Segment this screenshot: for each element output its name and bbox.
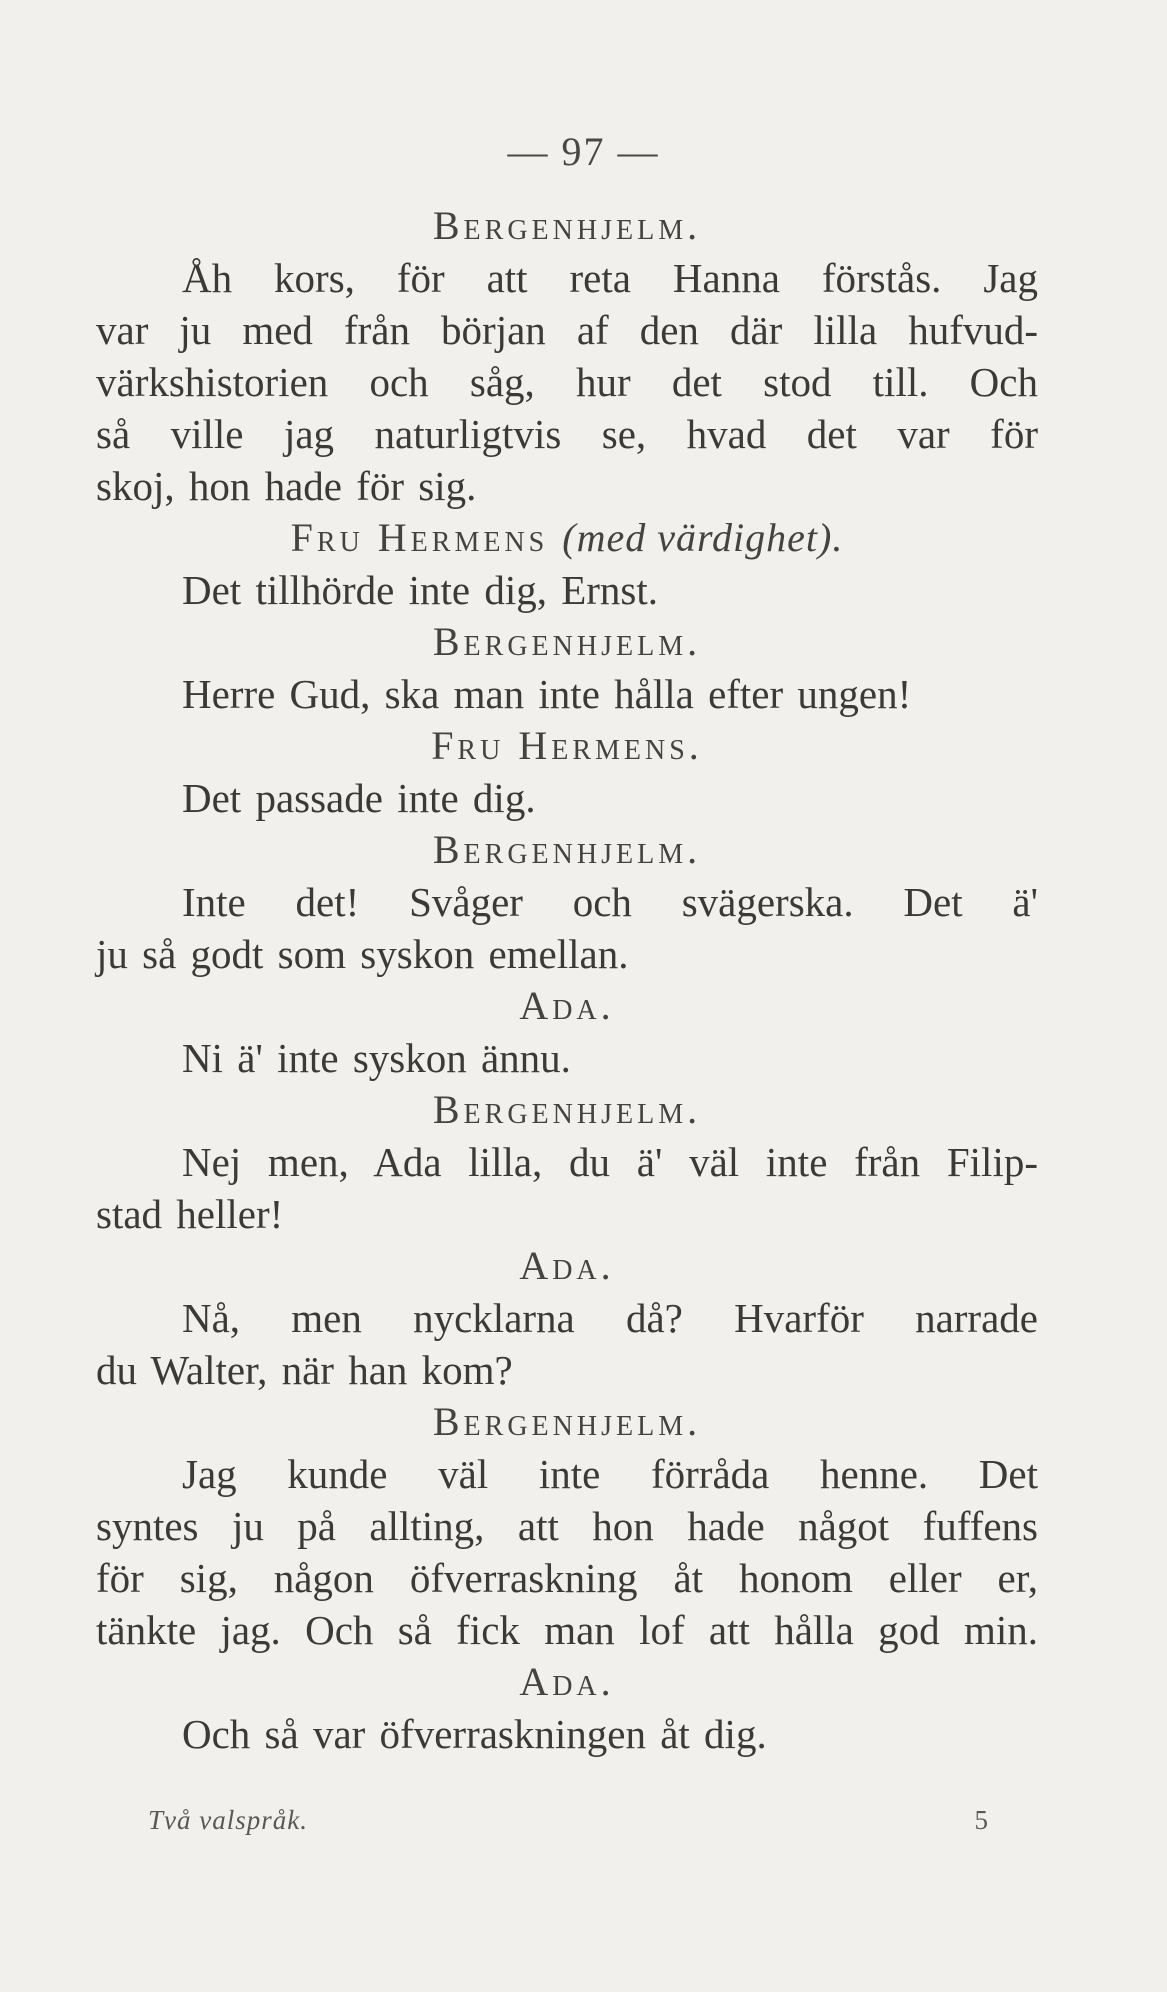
page-number: — 97 —: [507, 129, 660, 174]
speaker-name: Fru Hermens.: [431, 723, 703, 768]
dialogue-line: tänkte jag. Och så fick man lof att hålla god min.: [96, 1607, 1038, 1653]
speaker-name: Ada.: [519, 1659, 615, 1704]
dialogue-line: Herre Gud, ska man inte hålla efter ungen!: [182, 671, 912, 717]
stage-direction: (med värdighet).: [562, 515, 844, 560]
dialogue-line: ju så godt som syskon emellan.: [96, 931, 629, 977]
speaker-name: Ada.: [519, 1243, 615, 1288]
dialogue-line: Ni ä' inte syskon ännu.: [182, 1035, 571, 1081]
dialogue-line: Jag kunde väl inte förråda henne. Det: [182, 1451, 1038, 1497]
dialogue-line: syntes ju på allting, att hon hade något fuffens: [96, 1503, 1038, 1549]
speaker-name: Fru Hermens: [290, 515, 549, 560]
dialogue-line: Inte det! Svåger och svägerska. Det ä': [182, 879, 1038, 925]
dialogue-line: stad heller!: [96, 1191, 284, 1237]
dialogue-line: så ville jag naturligtvis se, hvad det var för: [96, 411, 1038, 457]
page-body: [96, 200, 1038, 1760]
speaker-name: Bergenhjelm.: [432, 619, 702, 664]
speaker-heading: [96, 512, 1038, 564]
speaker-name: Bergenhjelm.: [432, 1399, 702, 1444]
speaker-name: Bergenhjelm.: [432, 1087, 702, 1132]
dialogue-line: Åh kors, för att reta Hanna förstås. Jag: [182, 255, 1038, 301]
dialogue-line: för sig, någon öfverraskning åt honom eller er,: [96, 1555, 1038, 1601]
dialogue-line: värkshistorien och såg, hur det stod till. Och: [96, 359, 1038, 405]
page-footer: [148, 1805, 988, 1845]
dialogue-line: Och så var öfverraskningen åt dig.: [182, 1711, 767, 1757]
speaker-name: Bergenhjelm.: [432, 827, 702, 872]
speaker-name: Ada.: [519, 983, 615, 1028]
dialogue-line: Det tillhörde inte dig, Ernst.: [182, 567, 659, 613]
signature-mark: 5: [974, 1805, 988, 1835]
dialogue-line: du Walter, när han kom?: [96, 1347, 513, 1393]
dialogue-line: var ju med från början af den där lilla hufvud-: [96, 307, 1038, 353]
dialogue-line: Nej men, Ada lilla, du ä' väl inte från Filip-: [182, 1139, 1038, 1185]
dialogue-line: skoj, hon hade för sig.: [96, 463, 477, 509]
dialogue-line: Det passade inte dig.: [182, 775, 536, 821]
footer-title: Två valspråk.: [148, 1805, 308, 1835]
dialogue-line: Nå, men nycklarna då? Hvarför narrade: [182, 1295, 1038, 1341]
speaker-name: Bergenhjelm.: [432, 203, 702, 248]
